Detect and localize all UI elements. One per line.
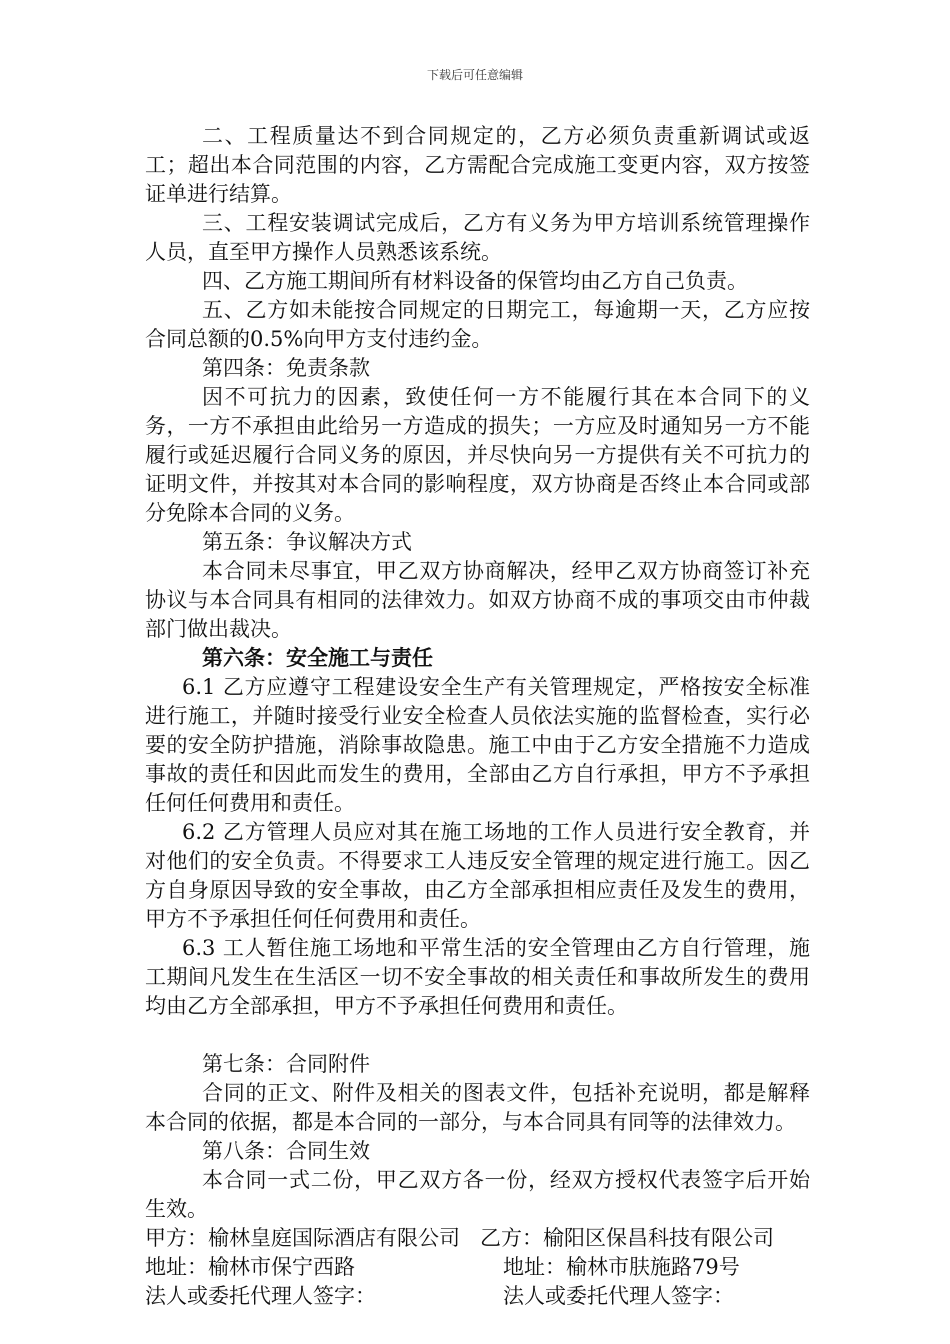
article-6-title: 第六条：安全施工与责任 — [202, 646, 433, 670]
article-8-text: 本合同一式二份，甲乙双方各一份，经双方授权代表签字后开始生效。 — [145, 1168, 810, 1221]
blank-line — [145, 1021, 810, 1050]
party-a-address: 地址：榆林市保宁西路 — [145, 1255, 355, 1279]
article-4-text: 因不可抗力的因素，致使任何一方不能履行其在本合同下的义务，一方不承担由此给另一方造成的损失；一方应及时通知另一方不能履行或延迟履行合同义务的原因，并尽快向另一方提供有关不可抗力的证明文件，并按其对本合同的影响程度，双方协商是否终止本合同或部分免除本合同的义务。 — [145, 385, 810, 525]
clause-5-paragraph: 五、乙方如未能按合同规定的日期完工，每逾期一天，乙方应按合同总额的0.5%向甲方支付违约金。 — [145, 298, 810, 351]
party-a-signature-label: 法人或委托代理人签字： — [145, 1284, 376, 1308]
article-8-title: 第八条：合同生效 — [202, 1139, 370, 1163]
address-row — [145, 1253, 810, 1282]
clause-4-paragraph: 四、乙方施工期间所有材料设备的保管均由乙方自己负责。 — [202, 269, 748, 293]
article-4-title: 第四条：免责条款 — [202, 356, 370, 380]
header-note: 下载后可任意编辑 — [426, 68, 523, 82]
article-5-text: 本合同未尽事宜，甲乙双方协商解决，经甲乙双方协商签订补充协议与本合同具有相同的法律效力。如双方协商不成的事项交由市仲裁部门做出裁决。 — [145, 559, 810, 641]
party-a-name: 甲方：榆林皇庭国际酒店有限公司 — [145, 1226, 460, 1250]
party-b-name: 乙方：榆阳区保昌科技有限公司 — [480, 1226, 775, 1250]
party-b-address: 地址：榆林市肤施路79号 — [503, 1255, 740, 1279]
signature-row — [145, 1282, 810, 1311]
article-7-title: 第七条：合同附件 — [202, 1052, 370, 1076]
clause-3-paragraph: 三、工程安装调试完成后，乙方有义务为甲方培训系统管理操作人员，直至甲方操作人员熟悉该系统。 — [145, 211, 810, 264]
party-b-signature-label: 法人或委托代理人签字： — [503, 1284, 734, 1308]
party-names-line — [145, 1224, 810, 1253]
article-7-text: 合同的正文、附件及相关的图表文件，包括补充说明，都是解释本合同的依据，都是本合同的一部分，与本合同具有同等的法律效力。 — [145, 1081, 810, 1134]
document-body — [145, 122, 810, 1311]
clause-2-paragraph: 二、工程质量达不到合同规定的，乙方必须负责重新调试或返工；超出本合同范围的内容，乙方需配合完成施工变更内容，双方按签证单进行结算。 — [145, 124, 810, 206]
article-6-3-text: 6.3 工人暂住施工场地和平常生活的安全管理由乙方自行管理，施工期间凡发生在生活区一切不安全事故的相关责任和事故所发生的费用均由乙方全部承担，甲方不予承担任何费用和责任。 — [145, 936, 810, 1018]
article-6-2-text: 6.2 乙方管理人员应对其在施工场地的工作人员进行安全教育，并对他们的安全负责。不得要求工人违反安全管理的规定进行施工。因乙方自身原因导致的安全事故，由乙方全部承担相应责任及发生的费用，甲方不予承担任何任何费用和责任。 — [145, 820, 810, 931]
article-5-title: 第五条：争议解决方式 — [202, 530, 412, 554]
article-6-1-text: 6.1 乙方应遵守工程建设安全生产有关管理规定，严格按安全标准进行施工，并随时接受行业安全检查人员依法实施的监督检查，实行必要的安全防护措施，消除事故隐患。施工中由于乙方安全措施不力造成事故的责任和因此而发生的费用，全部由乙方自行承担，甲方不予承担任何任何费用和责任。 — [145, 675, 810, 815]
